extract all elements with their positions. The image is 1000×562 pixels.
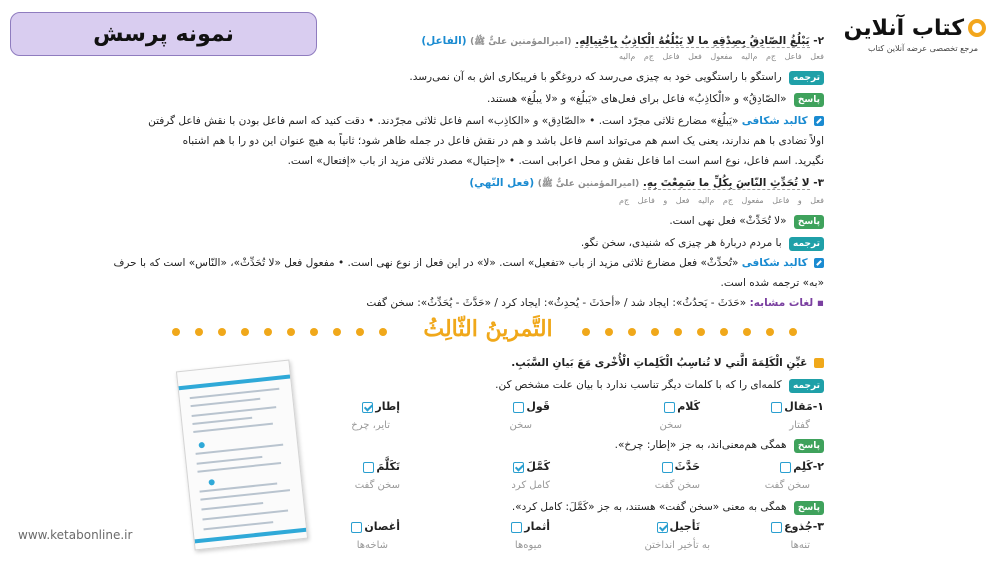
q2-heading: [421, 34, 824, 49]
row2-word3[interactable]: كَمَّلَ: [511, 460, 550, 473]
translation-tag: ترجمه: [789, 237, 824, 251]
brand-circle-icon: [968, 19, 986, 37]
row3-gloss1: تنه‌ها: [790, 540, 810, 551]
q2-answer-line: [487, 92, 824, 107]
instruction-fa-text: کلمه‌ای را که با کلمات دیگر تناسب ندارد با بیان علت مشخص کن.: [495, 379, 782, 391]
answer-tag: پاسخ: [794, 439, 824, 453]
row2-word2[interactable]: حَدَّثَ: [660, 460, 700, 473]
website-url[interactable]: www.ketabonline.ir: [18, 528, 133, 542]
row3-word1[interactable]: ۳-جُذوع: [769, 520, 824, 533]
q3-similar-line: [366, 296, 824, 310]
sample-question-badge: [10, 12, 317, 56]
q3-source: (امیرالمؤمنین علیٌّ ﷺ): [537, 179, 640, 189]
pencil-icon: [814, 116, 824, 126]
q3-heading: [469, 176, 824, 191]
checkbox-checked[interactable]: [362, 402, 373, 413]
q2-answer: «الصّادِقُ» و «الْکاذِبُ» فاعل برای فعل‌های «یَبلُغ» و «لا یبلُغ» هستند.: [487, 93, 787, 105]
checkbox-checked[interactable]: [513, 462, 524, 473]
exercise-instruction-fa: [495, 378, 824, 393]
answer-tag: پاسخ: [794, 215, 824, 229]
q3-arabic: لا تُحَدِّثِ النّاسَ بِكُلِّ ما سَمِعْتَ بِهِ.: [642, 177, 810, 189]
section-title: التَّمرينُ الثّالِثُ: [423, 316, 553, 342]
q2-number: ۲-: [813, 35, 824, 47]
row1-gloss3: سخن: [509, 420, 532, 431]
badge-label: نمونه پرسش: [93, 21, 234, 47]
row3-word4[interactable]: أغصان: [349, 520, 400, 533]
row2-gloss4: سخن گفت: [354, 480, 400, 491]
q3-number: ۳-: [813, 177, 824, 189]
checkbox-checked[interactable]: [657, 522, 668, 533]
q3-kashf-line2: «به» ترجمه شده است.: [720, 277, 824, 289]
q3-roles: فعل و فاعل مفعول ج‌م م‌الیه فعل و فاعل ج‌م: [619, 196, 824, 205]
checkbox[interactable]: [351, 522, 362, 533]
translation-tag: ترجمه: [789, 379, 824, 393]
row3-word3[interactable]: أثمار: [509, 520, 550, 533]
q2-source: (امیرالمؤمنین علیٌّ ﷺ): [470, 37, 572, 47]
checkbox[interactable]: [664, 402, 675, 413]
q3-kashf1: «تُحدِّثْ» فعل مضارع ثلاثی مزید از باب «تفعیل» است. «لا» در این فعل از نوع نهی است. • مفعول فعل «لا تُحَدِّثْ»، «النّاس» است که با حرف: [113, 257, 739, 269]
row2-gloss1: سخن گفت: [764, 480, 810, 491]
kashf-tag: کالبد شکافی: [741, 257, 808, 269]
instruction-ar-text: عَيِّنِ الْكَلِمَةَ الَّتي لا تُناسِبُ الْكَلِماتِ الْأُخْرى مَعَ بَيانِ السَّبَبِ.: [511, 357, 808, 369]
row2-word4[interactable]: تَكَلَّمَ: [361, 460, 400, 473]
row2-gloss3: کامل کرد: [511, 480, 550, 491]
q3-translation: با مردم دربارهٔ هر چیزی که شنیدی، سخن نگو.: [580, 237, 782, 249]
row2-word1[interactable]: ۲-كَلِم: [778, 460, 824, 473]
q3-answer-line: [669, 214, 824, 229]
row3-word2[interactable]: تَأجيل: [655, 520, 701, 533]
row2-answer: همگی به معنی «سخن گفت» هستند، به جز «کَمَّلَ: کامل کرد».: [511, 501, 787, 513]
checkbox[interactable]: [771, 522, 782, 533]
row1-answer-line: [615, 438, 824, 453]
q2-translation-line: [409, 70, 824, 85]
row3-gloss3: میوه‌ها: [514, 540, 542, 551]
checkbox[interactable]: [771, 402, 782, 413]
q2-kashf-line2: اولاً تضادی با هم ندارند، یعنی یک اسم هم می‌تواند اسم فاعل باشد و هم در نقش فاعل در جمله ظاهر شود؛ ثانیاً به هیچ عنوان این دو را با هم اشتباه: [182, 135, 824, 147]
q3-translation-line: [581, 236, 824, 251]
row1-gloss1: گفتار: [789, 420, 810, 431]
q2-roles: فعل فاعل ج‌م م‌الیه مفعول فعل فاعل ج‌م م‌الیه: [618, 52, 824, 61]
checkbox[interactable]: [662, 462, 673, 473]
brand-logo-block: [836, 16, 986, 58]
checkbox[interactable]: [363, 462, 374, 473]
answer-tag: پاسخ: [794, 501, 824, 515]
translation-tag: ترجمه: [789, 71, 824, 85]
row1-gloss2: سخن: [659, 420, 682, 431]
workbook-page-thumbnail: [176, 360, 308, 551]
q2-kashf-line1: [148, 114, 824, 128]
q2-grammar: (الفاعل): [421, 35, 467, 47]
checkbox[interactable]: [780, 462, 791, 473]
similar-label: ▪ لغات مشابه:: [749, 297, 824, 309]
divider-dots-right: [582, 328, 797, 338]
checkbox[interactable]: [511, 522, 522, 533]
checkbox[interactable]: [513, 402, 524, 413]
row1-word3[interactable]: قَول: [511, 400, 550, 413]
q2-kashf-line3: نگیرید. اسم فاعل، نوع اسم است اما فاعل نقش و محل اعرابی است. • «إحتیال» مصدر ثلاثی مزید از باب «إفتعال» است.: [287, 155, 824, 167]
kashf-tag: کالبد شکافی: [741, 115, 808, 127]
row2-answer-line: [512, 500, 824, 515]
divider-dots-left: [172, 328, 387, 338]
row2-gloss2: سخن گفت: [654, 480, 700, 491]
brand-name: کتاب آنلاین: [843, 16, 964, 41]
textbook-icon: [814, 358, 824, 368]
q3-grammar: (فعل النّهي): [469, 177, 535, 189]
q3-similar: «حَدَثَ - یَحدُثُ»: ایجاد شد / «أحدَثَ - یُحدِثُ»: ایجاد کرد / «حَدَّثَ - یُحَدِّثُ»: سخن گفت: [366, 297, 747, 309]
row3-gloss2: به تأخیر انداختن: [644, 540, 710, 551]
row1-word1[interactable]: ۱-مَقال: [769, 400, 824, 413]
row1-word4[interactable]: إطار: [360, 400, 400, 413]
pencil-icon: [814, 258, 824, 268]
brand-tagline: مرجع تخصصی عرضه آنلاین کتاب: [867, 44, 978, 53]
row1-answer: همگی هم‌معنی‌اند، به جز «إطار: چرخ».: [614, 439, 787, 451]
row1-gloss4: تایر، چرخ: [351, 420, 390, 431]
q2-arabic: يَبْلُغُ الصّادِقُ بِصِدْقِهِ ما لا يَبْلُغُهُ الْكاذِبُ بِاحْتِيالِهِ.: [575, 35, 810, 47]
q3-kashf-line1: [113, 256, 824, 270]
row3-gloss4: شاخه‌ها: [356, 540, 388, 551]
q2-kashf1: «یَبلُغ» مضارع ثلاثی مجرّد است. • «الصّادِق» و «الکاذِب» اسم فاعل ثلاثی مجرّدند. • دقت کنید که اسم فاعل بودن با نقش فاعل گرفتن: [148, 115, 739, 127]
q2-translation: راستگو با راستگویی خود به چیزی می‌رسد که دروغگو با فریبکاری اش به آن نمی‌رسد.: [409, 71, 782, 83]
row1-word2[interactable]: كَلام: [662, 400, 700, 413]
answer-tag: پاسخ: [794, 93, 824, 107]
q3-answer: «لا تُحَدِّثْ» فعل نهی است.: [669, 215, 787, 227]
exercise-instruction-ar: [511, 356, 824, 370]
